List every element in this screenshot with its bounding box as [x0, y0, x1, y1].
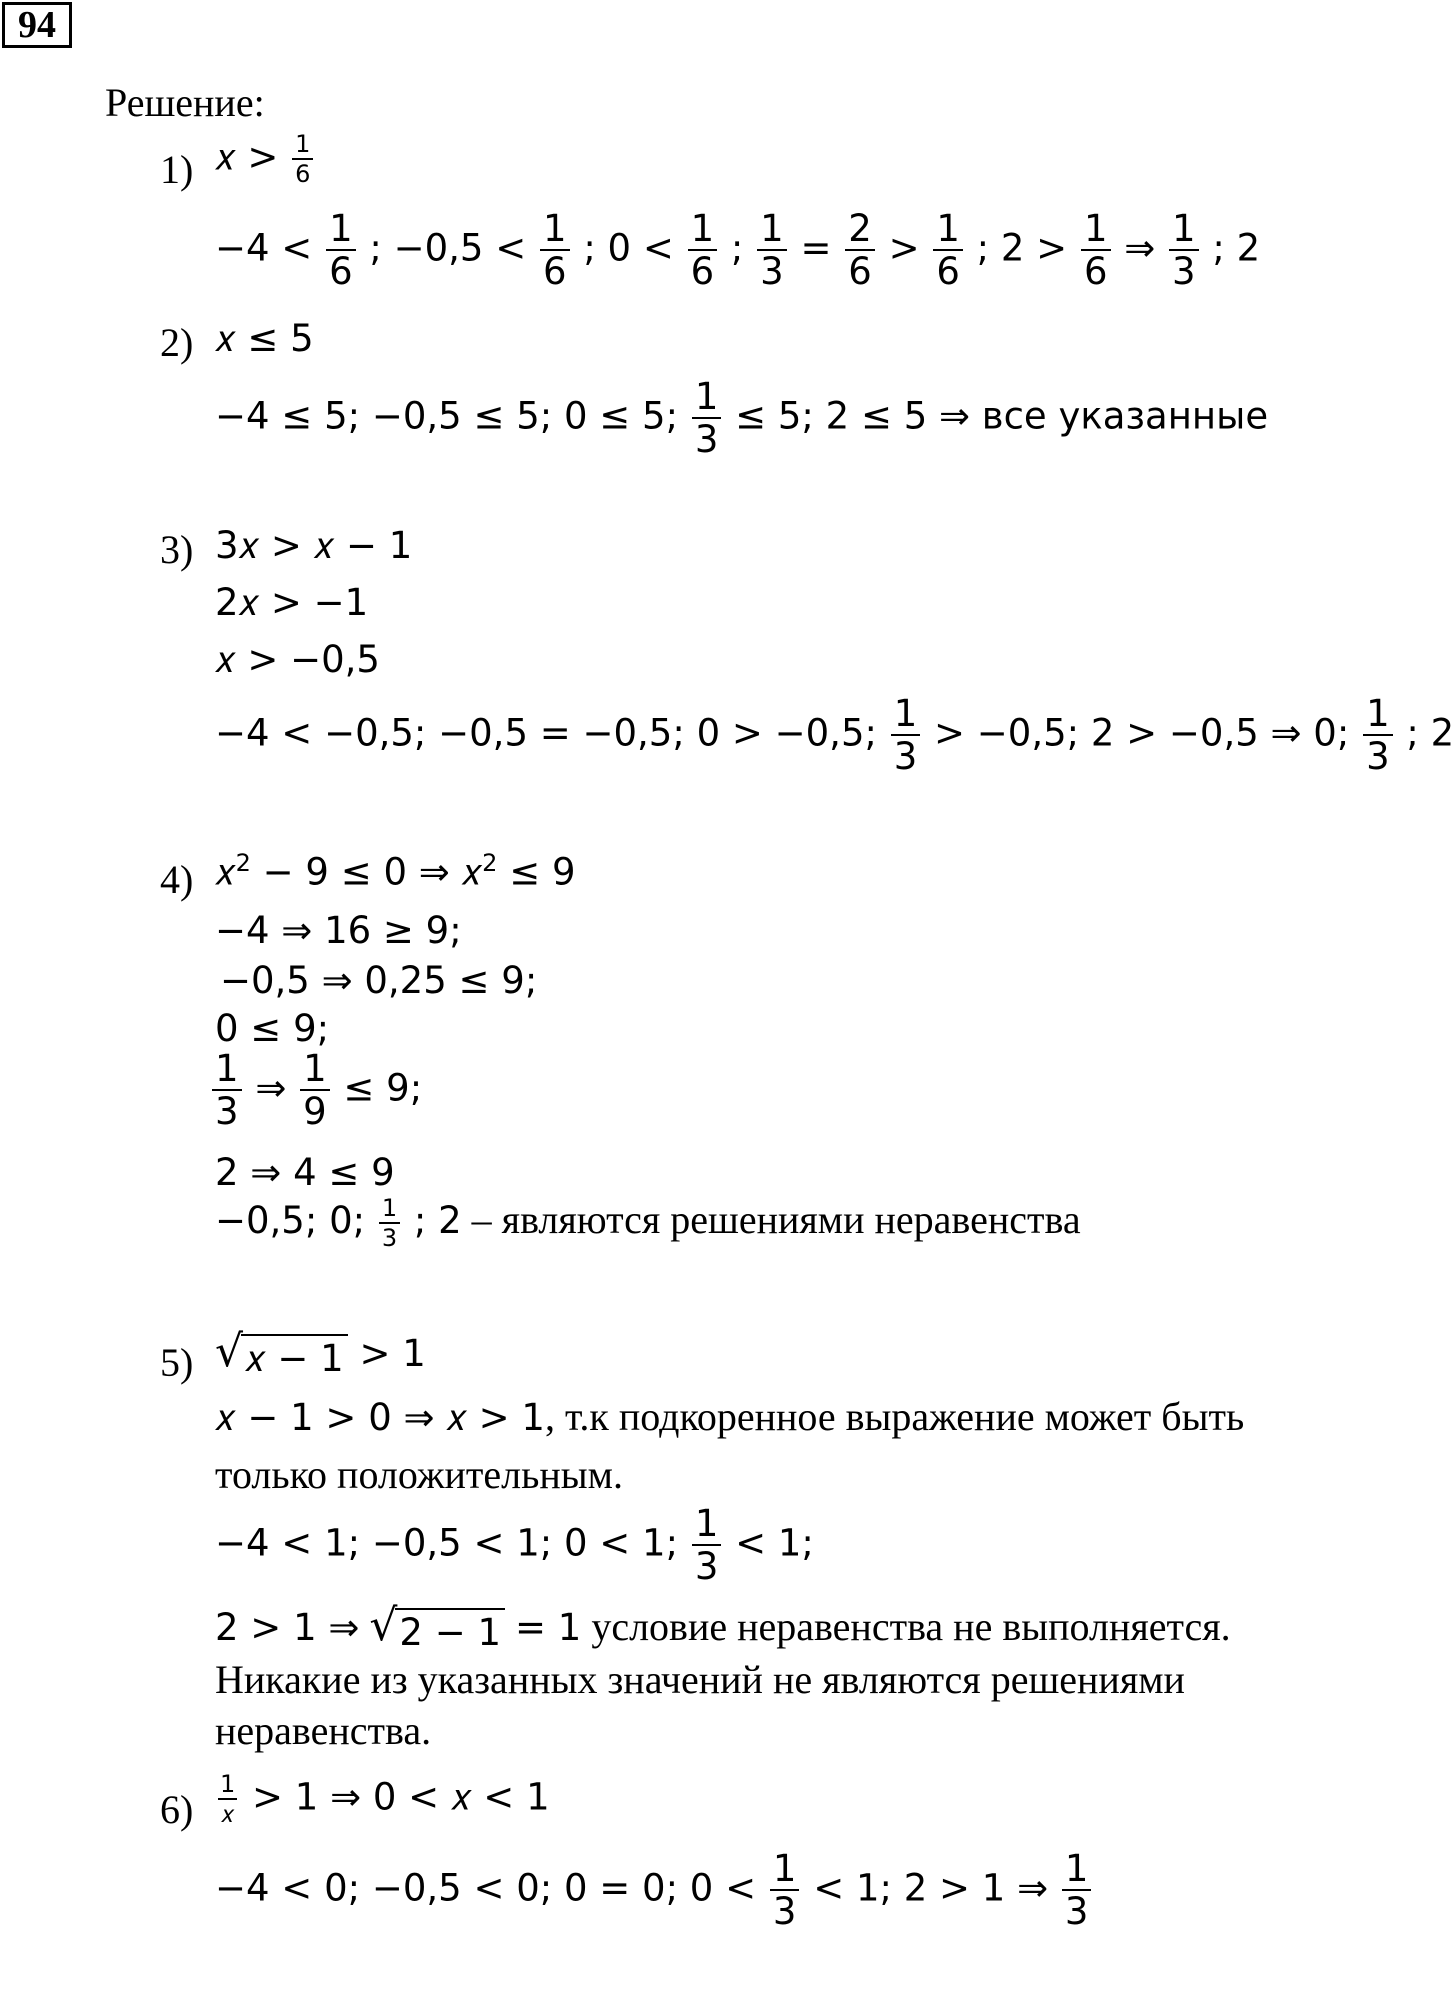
part-5-label: 5) — [160, 1340, 194, 1385]
part-6-label: 6) — [160, 1787, 194, 1832]
part-2-condition: 𝑥 ≤ 5 — [215, 317, 314, 360]
part-3-line-3: 𝑥 > −0,5 — [215, 638, 380, 681]
part-3-label: 3) — [160, 527, 194, 572]
part-5-line-6: Никакие из указанных значений не являются решениями — [215, 1657, 1185, 1702]
part-3-line-2: 2𝑥 > −1 — [215, 581, 369, 624]
part-5-line-2: 𝑥 − 1 > 0 ⇒ 𝑥 > 1, т.к подкоренное выражение может быть — [215, 1394, 1245, 1439]
part-2-label: 2) — [160, 320, 194, 365]
part-2-check-line: −4 ≤ 5; −0,5 ≤ 5; 0 ≤ 5; $\frac{1}{3}$ ≤ 5; 2 ≤ 5 ⇒ все указанные — [215, 375, 1269, 461]
part-5-check-line: −4 < 1; −0,5 < 1; 0 < 1; $\frac{1}{3}$ < 1; — [215, 1502, 814, 1588]
part-4-line-2: −4 ⇒ 16 ≥ 9; — [215, 909, 462, 952]
part-3-line-1: 3𝑥 > 𝑥 − 1 — [215, 524, 413, 567]
part-5-line-5: 2 > 1 ⇒ √ 2 − 1 = 1 условие неравенства не выполняется. — [215, 1602, 1231, 1656]
part-1-check-line: −4 < $\frac{1}{6}$ ; −0,5 < $\frac{1}{6}$ ; 0 < $\frac{1}{6}$ ; $\frac{1}{3}$ = $\frac{2}{6}$ > $\frac{1}{6}$ ; 2 > $\frac{1}{6}$ ⇒ $\frac{1}{3}$ ; 2 — [215, 207, 1261, 293]
part-4-line-5: $\frac{1}{3}$ ⇒ $\frac{1}{9}$ ≤ 9; — [210, 1050, 422, 1130]
part-4-label: 4) — [160, 857, 194, 902]
sqrt-symbol: √ 𝑥 − 1 — [215, 1330, 348, 1382]
solution-label: Решение: — [105, 80, 265, 125]
part-5-line-7: неравенства. — [215, 1708, 432, 1753]
part-4-conclusion: −0,5; 0; $\frac{1}{3}$ ; 2 – являются решениями неравенства — [215, 1193, 1081, 1252]
part-5-line-1: √ 𝑥 − 1 > 1 — [215, 1330, 426, 1382]
problem-number: 94 — [2, 2, 72, 48]
part-6-check-line: −4 < 0; −0,5 < 0; 0 = 0; 0 < $\frac{1}{3}$ < 1; 2 > 1 ⇒ $\frac{1}{3}$ — [215, 1850, 1093, 1930]
part-1-condition: 𝑥 > $\frac{1}{6}$ — [215, 132, 315, 186]
part-3-check-line: −4 < −0,5; −0,5 = −0,5; 0 > −0,5; $\frac{1}{3}$ > −0,5; 2 > −0,5 ⇒ 0; $\frac{1}{3}$ ; 2 — [215, 692, 1454, 778]
part-6-line-1: $\frac{1}{\text{𝑥}}$ > 1 ⇒ 0 < 𝑥 < 1 — [215, 1772, 550, 1826]
part-1-label: 1) — [160, 147, 194, 192]
part-4-line-6: 2 ⇒ 4 ≤ 9 — [215, 1151, 395, 1194]
part-4-line-3: −0,5 ⇒ 0,25 ≤ 9; — [220, 959, 538, 1002]
part-5-line-3: только положительным. — [215, 1452, 623, 1497]
part-4-line-1: 𝑥$^2$ − 9 ≤ 0 ⇒ 𝑥$^2$ ≤ 9 — [215, 849, 576, 894]
sqrt-symbol: √ 2 − 1 — [369, 1604, 505, 1656]
part-4-line-4: 0 ≤ 9; — [215, 1007, 330, 1050]
